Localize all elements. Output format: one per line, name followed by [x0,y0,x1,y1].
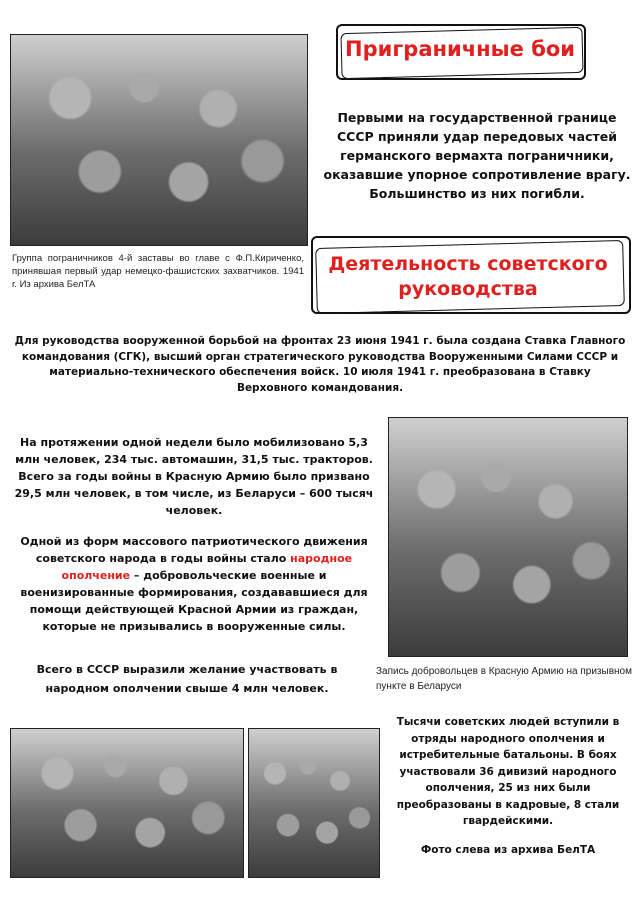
militia-highlight: народное ополчение [61,552,353,582]
militia-text [14,533,374,635]
stavka-text: Для руководства вооруженной борьбой на фронтах 23 июня 1941 г. была создана Ставка Главного командования (СГК), высший орган стратегического руководства Вооруженными Силами СССР и материально-технического обеспечения войск. 10 июля 1941 г. преобразована в Ставку Верховного командования. [14,335,626,394]
volunteer-recruitment-caption: Запись добровольцев в Красную Армию на призывном пункте в Беларуси [376,666,632,692]
volunteer-recruitment-photo [388,417,628,657]
border-battles-text: Первыми на государственной границе СССР приняли удар передовых частей германского вермахта пограничники, оказавшие упорное сопротивление врагу. Большинство из них погибли. [323,110,631,201]
battalions-text: Тысячи советских людей вступили в отряды народного ополчения и истребительные батальоны. В боях участвовали 36 дивизий народного ополчения, 25 из них были преобразованы в кадровые, 8 стали гвардейскими. [396,716,620,827]
volunteers-text: Всего в СССР выразили желание участвовать в народном ополчении свыше 4 млн человек. [36,663,338,695]
section-title-border-battles: Приграничные бои [345,37,575,61]
mobilization-text: На протяжении одной недели было мобилизовано 5,3 млн человек, 234 тыс. автомашин, 31,5 тыс. тракторов. Всего за годы войны в Красную Армию было призвано 29,5 млн человек, в том числе, из Беларуси – 600 тысяч человек. [14,436,374,517]
militia-text-before: Одной из форм массового патриотического движения советского народа в годы войны стало [20,535,368,565]
crowd-photo [10,728,244,878]
section-title-leadership-line2: руководства [398,278,538,300]
photo-source-text: Фото слева из архива БелТА [420,844,596,856]
section-title-leadership-line1: Деятельность советского [328,253,608,275]
border-guards-caption: Группа пограничников 4-й заставы во главе с Ф.П.Кириченко, принявшая первый удар немецко-фашистских захватчиков. 1941 г. Из архива БелТА [12,253,304,290]
militia-march-photo [248,728,380,878]
border-guards-photo [10,34,308,246]
militia-text-after: – добровольческие военные и военизированные формирования, создававшиеся для помощи действующей Красной Армии из граждан, которые не призывались в вооруженные силы. [20,569,368,633]
